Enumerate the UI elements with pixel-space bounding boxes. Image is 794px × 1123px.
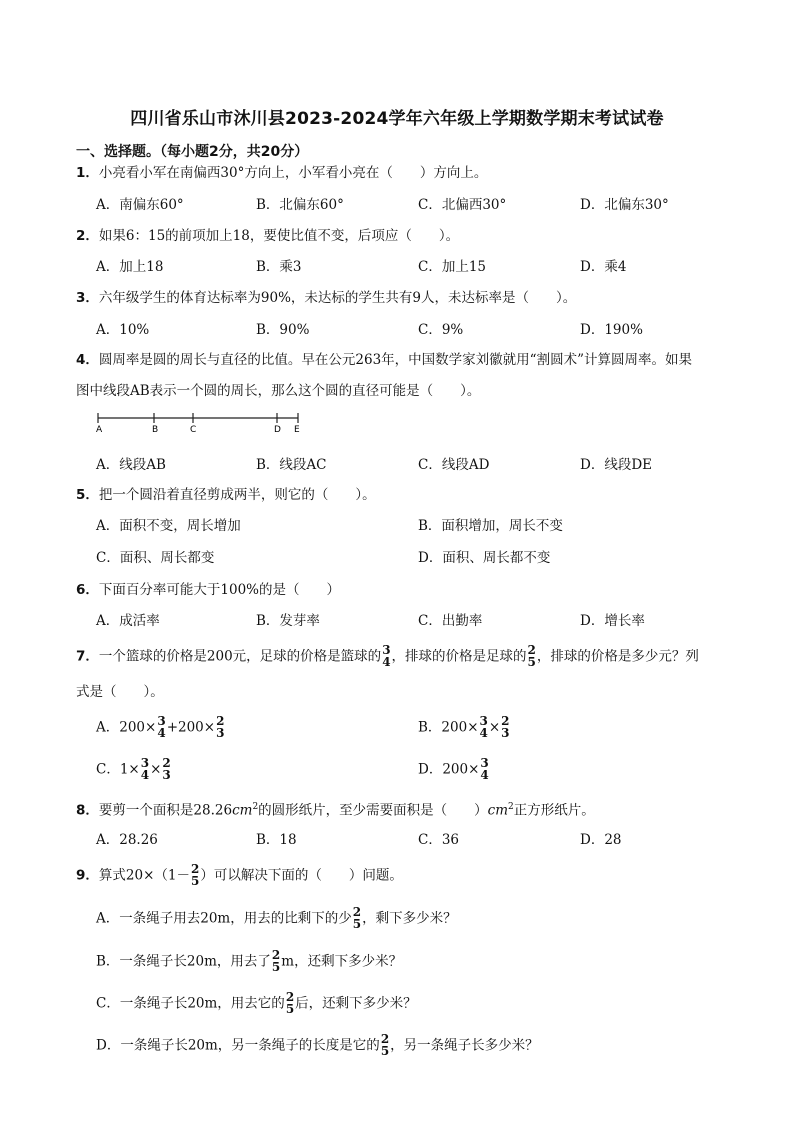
option-a[interactable]: A．200× 3 4 +200× 2 3 <box>96 714 225 740</box>
question-text: 小亮看小军在南偏西30°方向上，小军看小亮在（ ）方向上。 <box>98 165 488 181</box>
label-b: B <box>152 425 159 434</box>
option-a[interactable]: A．面积不变，周长增加 <box>96 518 241 534</box>
line-segment-figure <box>96 410 306 434</box>
question-number: 7． <box>76 648 99 665</box>
question-4-line-2: 图中线段AB表示一个圆的周长，那么这个圆的直径可能是（ ）。 <box>76 383 481 399</box>
question-8: 8．要剪一个面积是$28.26cm^2$的圆形纸片，至少需要面积是（ ）$cm^2$正方形纸片。 <box>76 802 595 819</box>
option-b[interactable]: B．90% <box>256 322 310 338</box>
question-1 <box>76 167 487 181</box>
question-number: 1． <box>76 165 99 181</box>
option-d[interactable]: D．28 <box>580 832 622 848</box>
question-7: 7．一个篮球的价格是200元，足球的价格是篮球的 3 4 ，排球的价格是足球的 2 5 ，排球的价格是多少元？列 <box>76 643 699 669</box>
option-a[interactable]: A．加上18 <box>96 259 164 275</box>
option-c[interactable]: C．北偏西30° <box>418 197 507 213</box>
label-c: C <box>190 425 197 434</box>
question-text: 把一个圆沿着直径剪成两半，则它的（ ）。 <box>98 487 376 503</box>
question-number: 5． <box>76 487 99 503</box>
page-title: 四川省乐山市沐川县2023-2024学年六年级上学期数学期末考试试卷 <box>130 109 664 129</box>
question-text: 如果6：15的前项加上18，要使比值不变，后项应（ ）。 <box>98 228 460 244</box>
fraction-two-fifths: 2 5 <box>527 643 536 669</box>
option-b[interactable]: B．乘3 <box>256 259 302 275</box>
question-number: 2． <box>76 228 99 244</box>
option-d[interactable]: D．一条绳子长20m，另一条绳子的长度是它的 2 5 ，另一条绳子长多少米？ <box>96 1032 539 1058</box>
option-d[interactable]: D．增长率 <box>580 613 645 629</box>
section-heading: 一、选择题。（每小题2分，共20分） <box>76 144 309 160</box>
option-b[interactable]: B．一条绳子长20m，用去了 2 5 m，还剩下多少米？ <box>96 948 403 974</box>
question-9: 9．算式20×（1－ 2 5 ）可以解决下面的（ ）问题。 <box>76 862 403 888</box>
option-c[interactable]: C．加上15 <box>418 259 487 275</box>
option-d[interactable]: D．线段DE <box>580 457 653 473</box>
option-b[interactable]: B．18 <box>256 832 297 848</box>
question-3 <box>76 292 576 306</box>
option-c[interactable]: C．9% <box>418 322 464 338</box>
option-b[interactable]: B．线段AC <box>256 457 327 473</box>
question-number: 9． <box>76 867 99 884</box>
label-e: E <box>294 425 300 434</box>
question-7-line-2: 式是（ ）。 <box>76 684 164 700</box>
label-d: D <box>274 425 281 434</box>
option-d[interactable]: D．200× 3 4 <box>418 756 489 782</box>
option-c[interactable]: C．36 <box>418 832 460 848</box>
label-a: A <box>96 425 103 434</box>
question-number: 3． <box>76 290 99 306</box>
question-5 <box>76 489 376 503</box>
option-c[interactable]: C．出勤率 <box>418 613 483 629</box>
question-text: 一个篮球的价格是200元，足球的价格是篮球的 <box>98 648 382 665</box>
question-number: 8． <box>76 802 99 819</box>
option-c[interactable]: C．面积、周长都变 <box>96 550 215 566</box>
option-d[interactable]: D．面积、周长都不变 <box>418 550 551 566</box>
option-b[interactable]: B．发芽率 <box>256 613 320 629</box>
option-a[interactable]: A．南偏东60° <box>96 197 184 213</box>
option-d[interactable]: D．190% <box>580 322 643 338</box>
option-a[interactable]: A．10% <box>96 322 150 338</box>
option-a[interactable]: A．一条绳子用去20m，用去的比剩下的少 2 5 ，剩下多少米？ <box>96 905 457 931</box>
option-c[interactable]: C．一条绳子长20m，用去它的 2 5 后，还剩下多少米？ <box>96 990 417 1016</box>
option-d[interactable]: D．北偏东30° <box>580 197 669 213</box>
option-c[interactable]: C．线段AD <box>418 457 490 473</box>
question-6 <box>76 584 340 598</box>
question-text: 下面百分率可能大于100%的是（ ） <box>98 582 341 598</box>
option-a[interactable]: A．成活率 <box>96 613 160 629</box>
option-a[interactable]: A．28.26 <box>96 832 158 848</box>
question-2 <box>76 230 459 244</box>
question-text: 六年级学生的体育达标率为90%，未达标的学生共有9人，未达标率是（ ）。 <box>98 290 577 306</box>
question-4 <box>76 354 692 368</box>
option-b[interactable]: B．面积增加，周长不变 <box>418 518 563 534</box>
question-number: 6． <box>76 582 99 598</box>
fraction-three-fourths: 3 4 <box>382 643 391 669</box>
question-text: 圆周率是圆的周长与直径的比值。早在公元263年，中国数学家刘徽就用“割圆术”计算圆周率。如果 <box>98 352 692 368</box>
option-b[interactable]: B．200× 3 4 × 2 3 <box>418 714 510 740</box>
option-c[interactable]: C．1× 3 4 × 2 3 <box>96 756 171 782</box>
option-d[interactable]: D．乘4 <box>580 259 627 275</box>
option-b[interactable]: B．北偏东60° <box>256 197 344 213</box>
option-a[interactable]: A．线段AB <box>96 457 166 473</box>
question-number: 4． <box>76 352 99 368</box>
